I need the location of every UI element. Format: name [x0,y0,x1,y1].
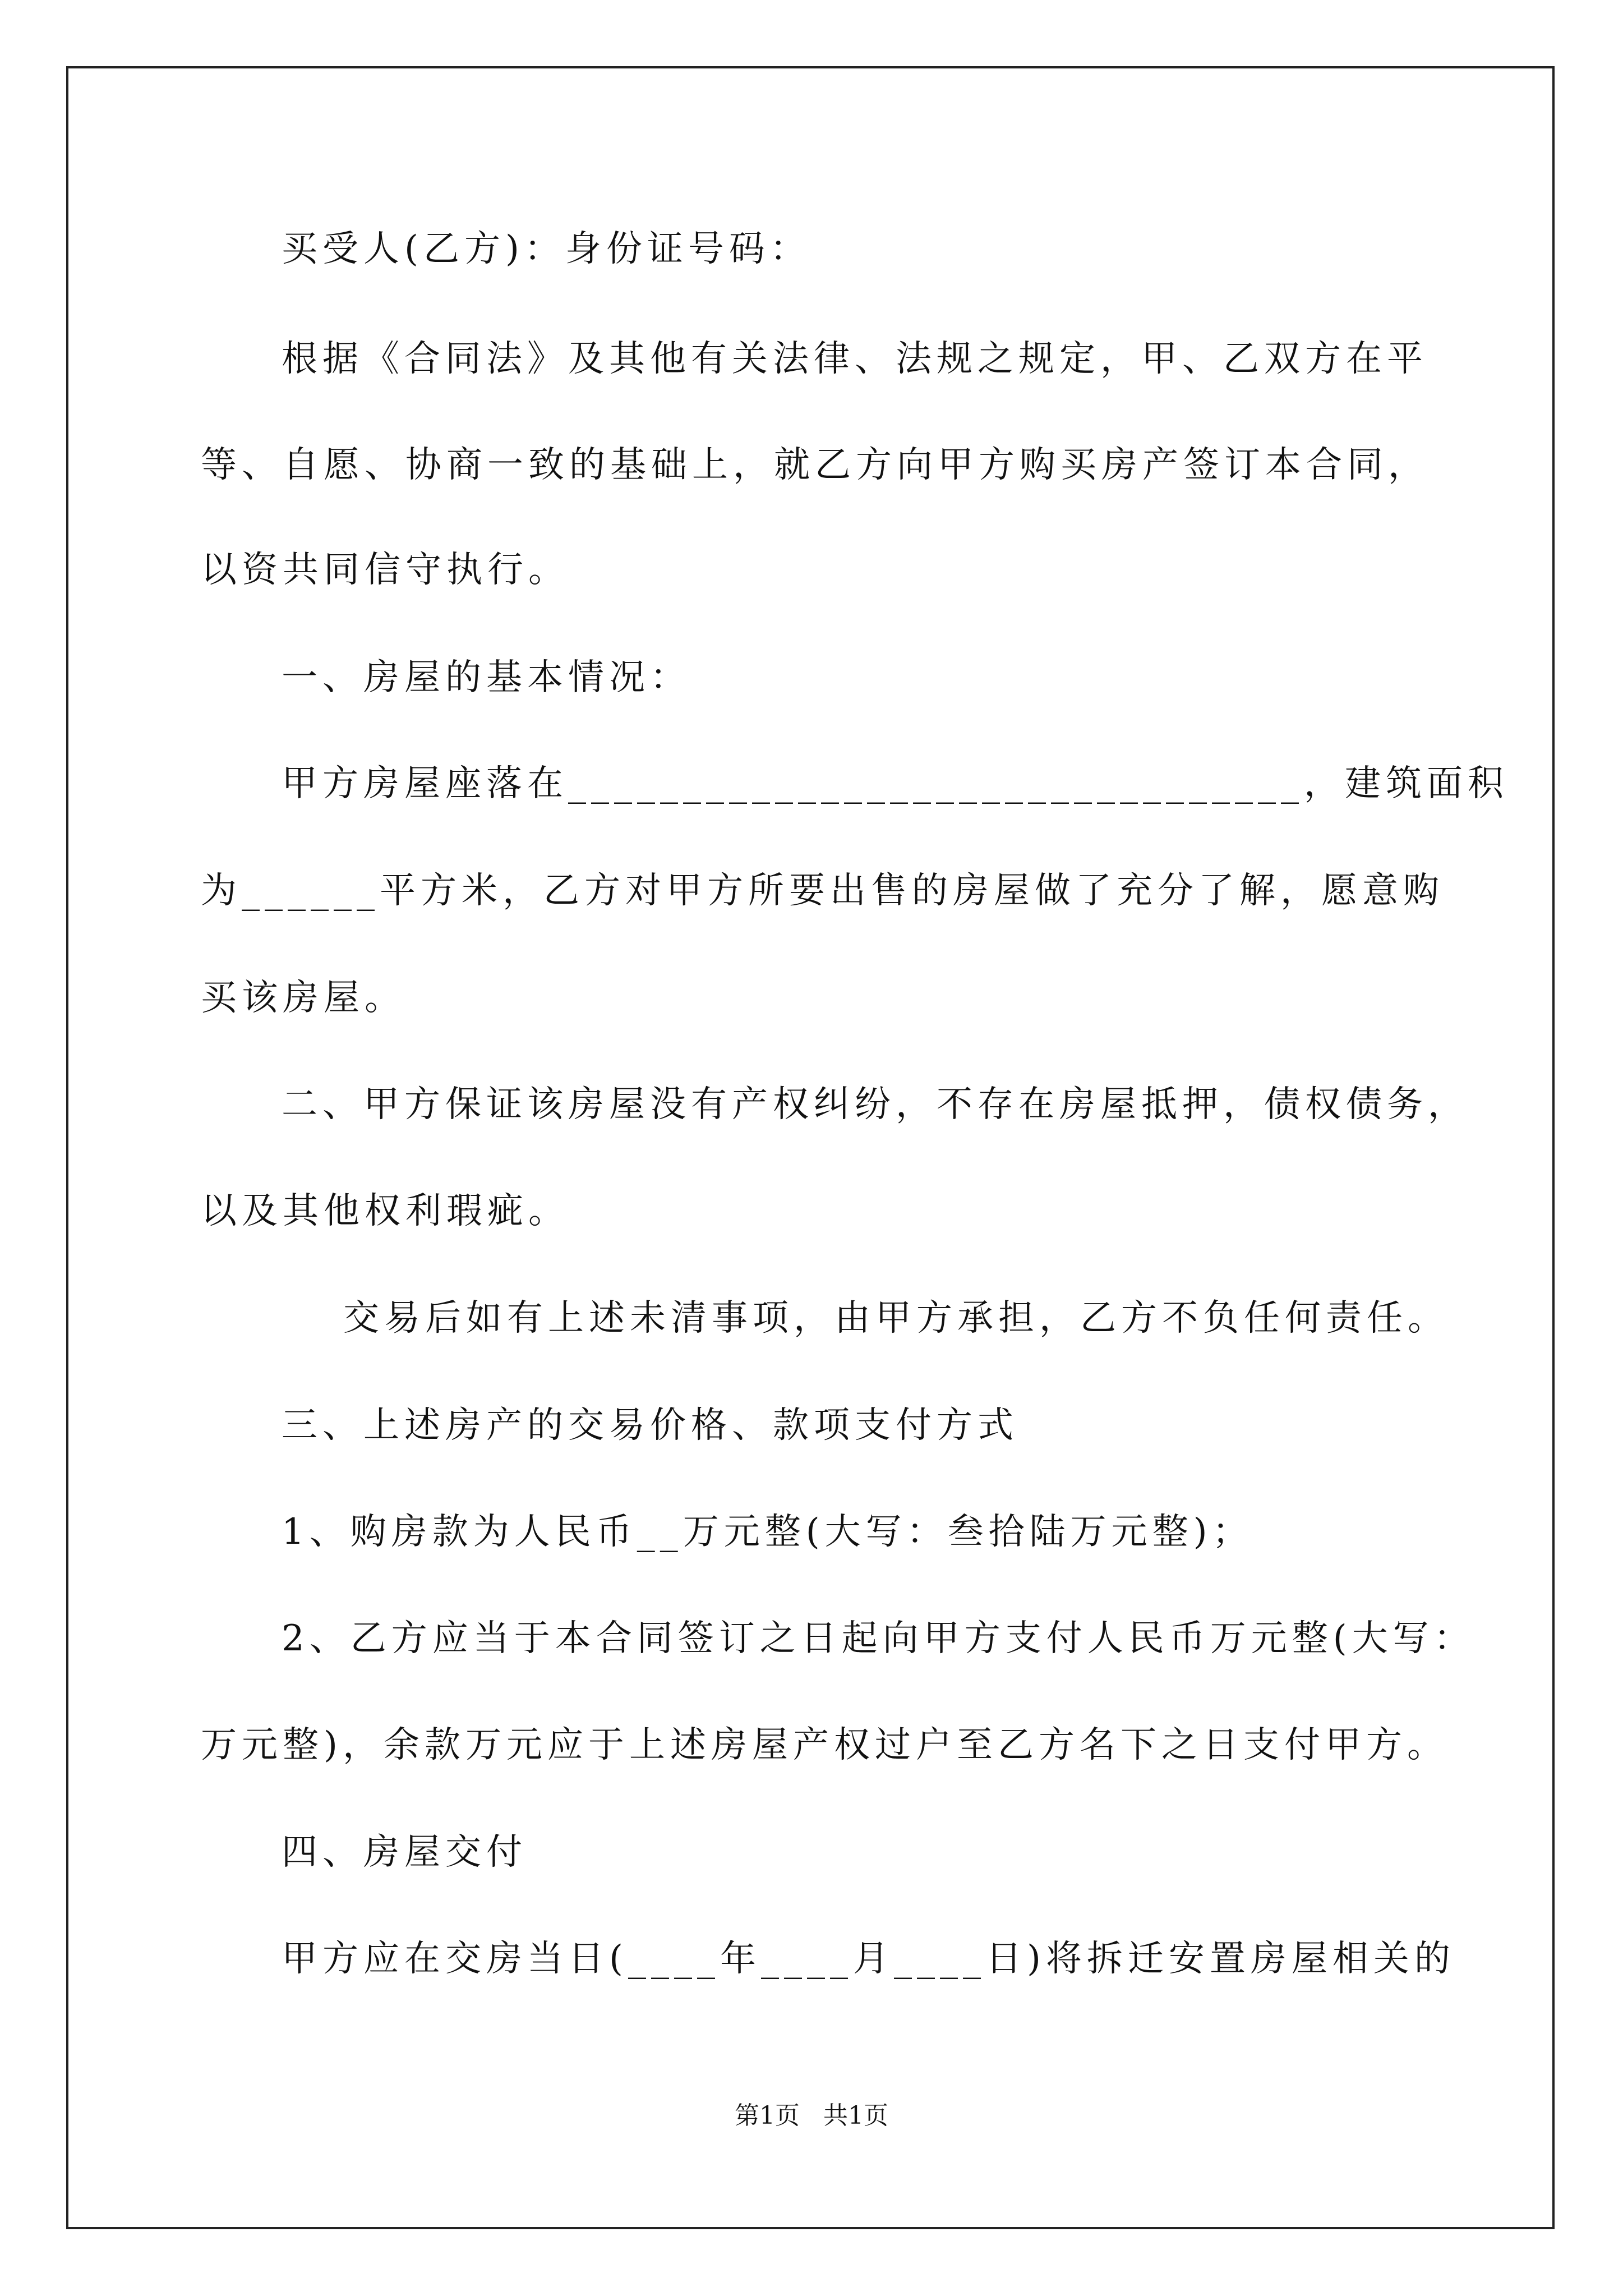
paragraph-line: 根据《合同法》及其他有关法律、法规之规定，甲、乙双方在平 [282,338,1428,380]
section-heading: 三、上述房产的交易价格、款项支付方式 [282,1405,1018,1446]
page-border [66,66,1555,2229]
page-footer: 第1页 共1页 [735,2101,888,2130]
list-item: 2、乙方应当于本合同签订之日起向甲方支付人民币万元整(大写： [282,1618,1475,1659]
paragraph-line: 以资共同信守执行。 [201,549,569,591]
buyer-line: 买受人(乙方)：身份证号码： [282,228,811,270]
paragraph-line: 甲方应在交房当日(____年____月____日)将拆迁安置房屋相关的 [282,1938,1455,1980]
paragraph-line: 买该房屋。 [201,977,405,1019]
paragraph-line: 交易后如有上述未清事项，由甲方承担，乙方不负任何责任。 [343,1297,1449,1339]
list-item: 1、购房款为人民币__万元整(大写：叁拾陆万元整)； [282,1511,1253,1553]
section-heading: 四、房屋交付 [282,1832,527,1873]
paragraph-line: 万元整)，余款万元应于上述房屋产权过户至乙方名下之日支付甲方。 [201,1724,1448,1766]
paragraph-line: 为______平方米，乙方对甲方所要出售的房屋做了充分了解，愿意购 [201,870,1444,912]
paragraph-line: 甲方房屋座落在________________________________，建筑面积 [282,763,1509,804]
section-heading: 一、房屋的基本情况： [282,657,691,698]
paragraph-line: 等、自愿、协商一致的基础上，就乙方向甲方购买房产签订本合同， [201,444,1429,486]
section-heading: 二、甲方保证该房屋没有产权纠纷，不存在房屋抵押，债权债务， [282,1084,1469,1125]
paragraph-line: 以及其他权利瑕疵。 [201,1190,569,1232]
